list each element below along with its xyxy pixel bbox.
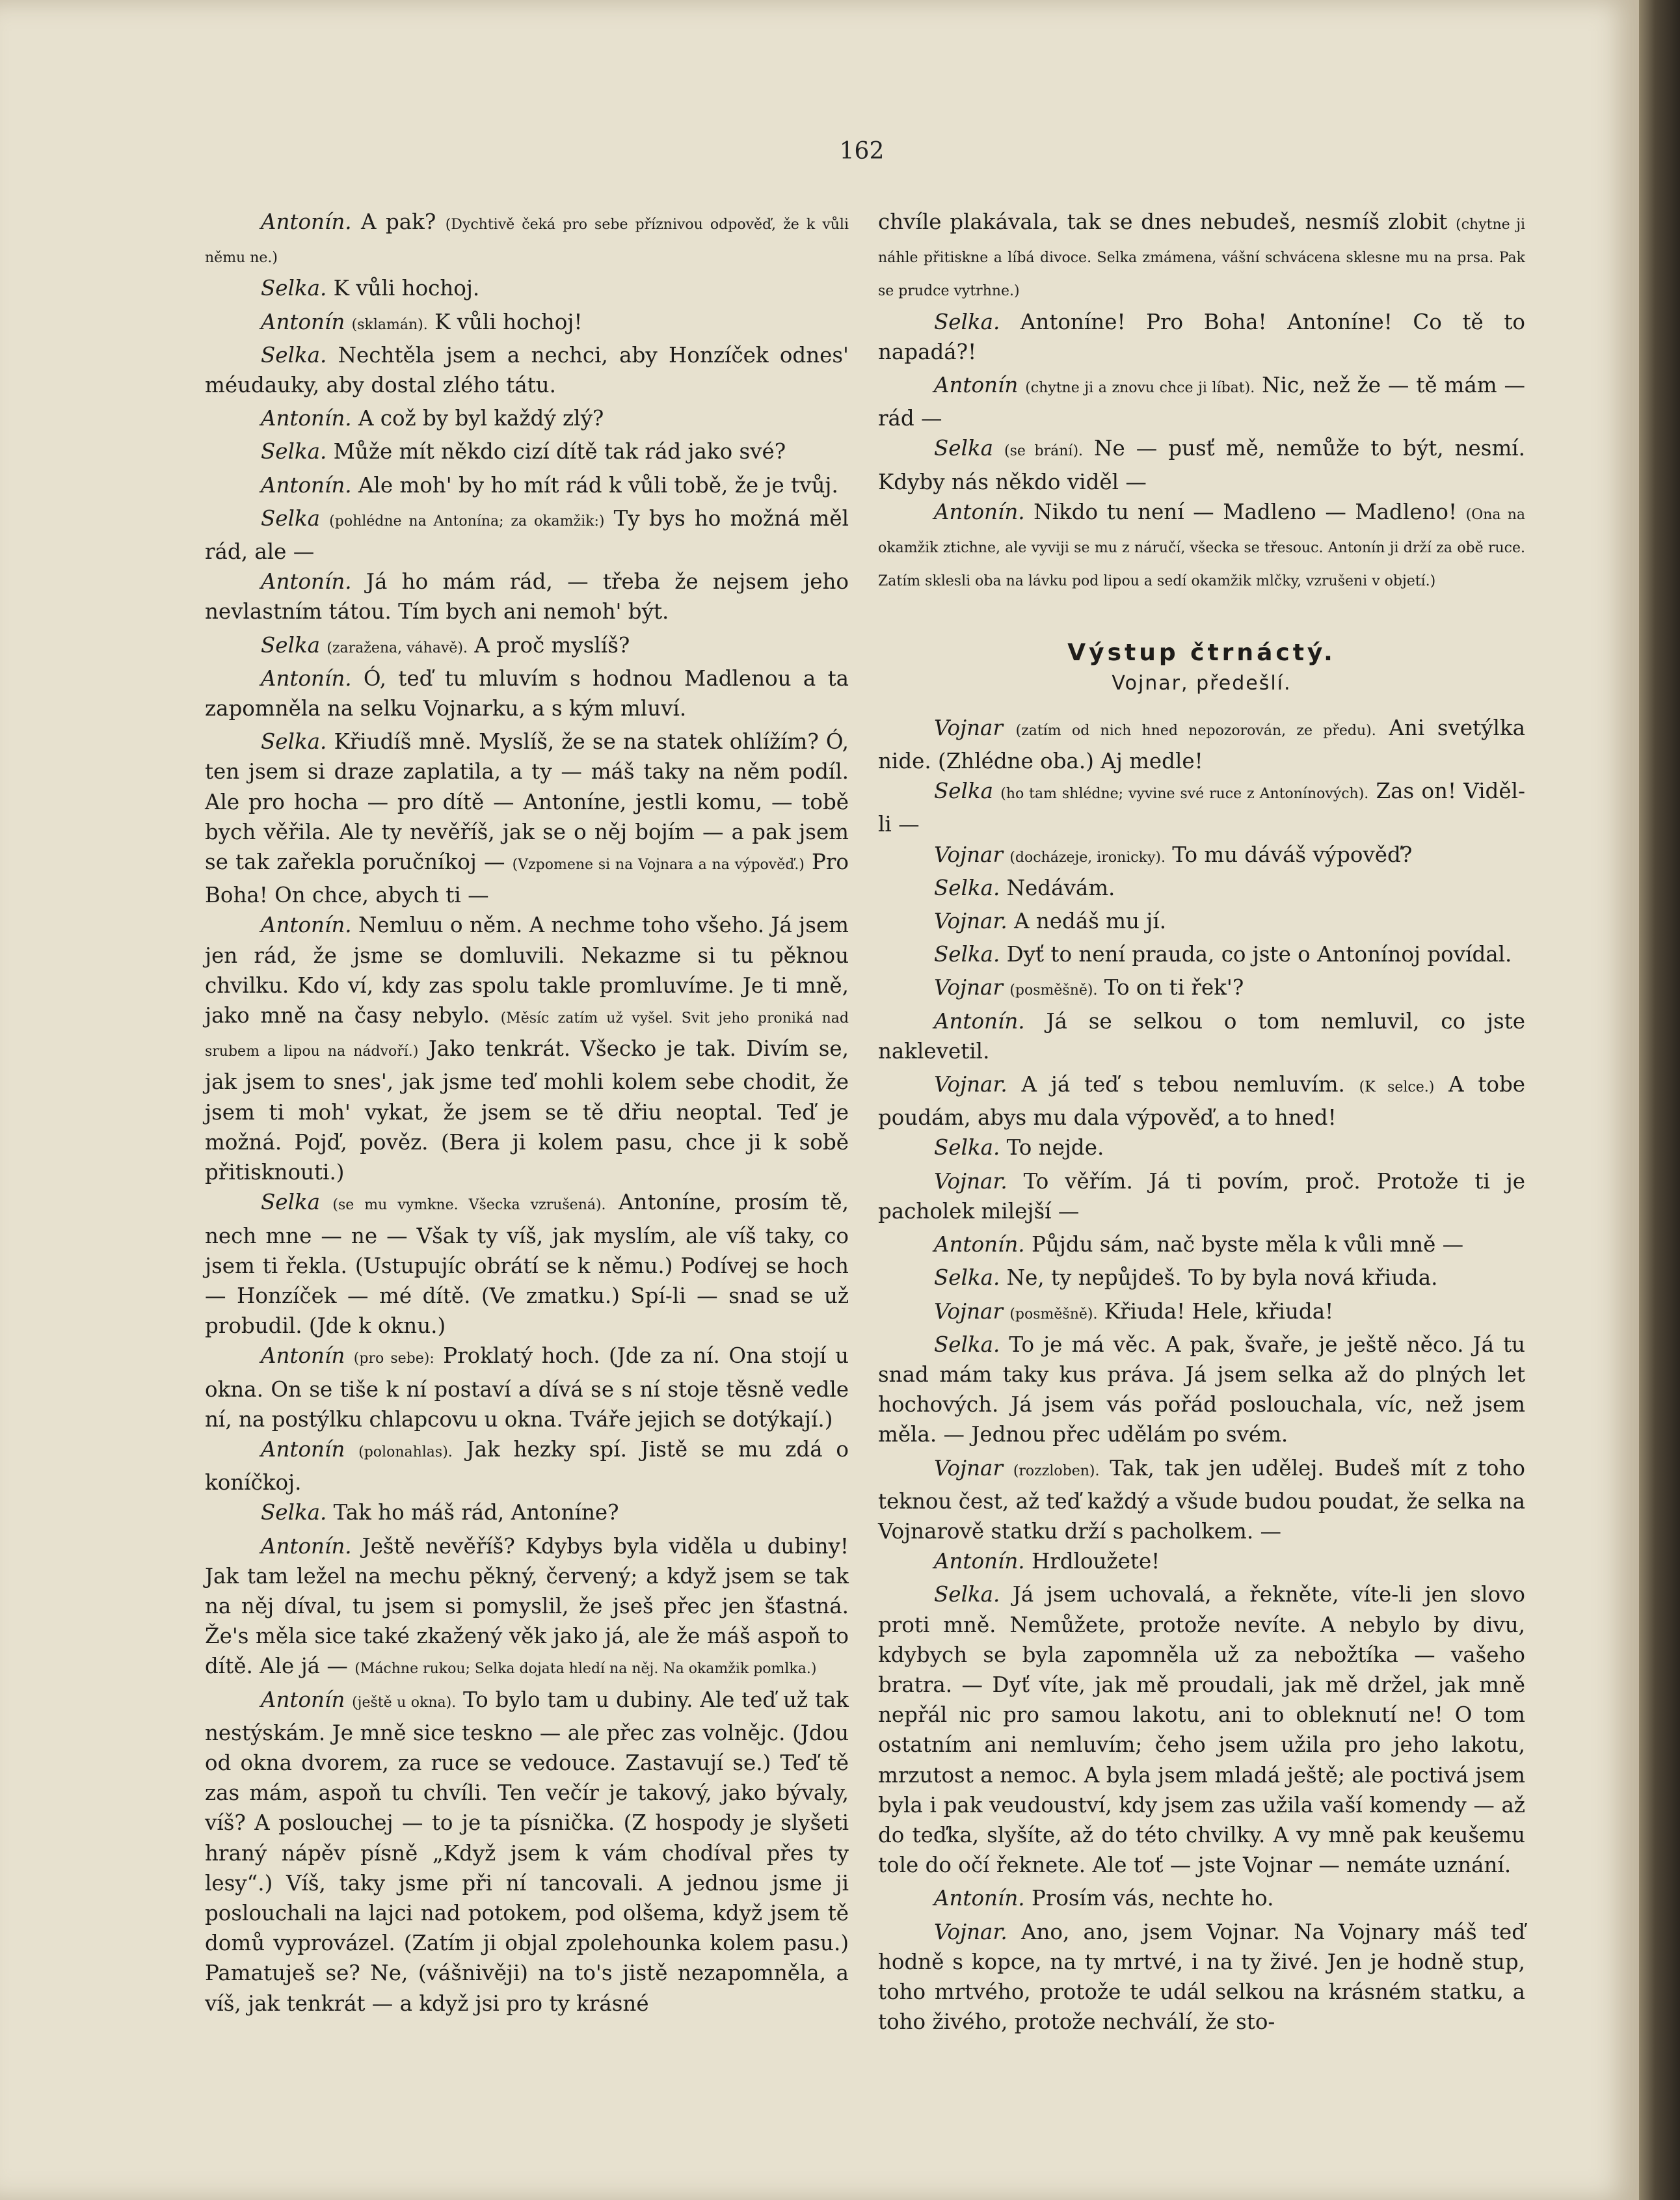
dialogue-paragraph (205, 664, 849, 727)
dialogue-paragraph (205, 1685, 849, 2019)
stage-direction: (pohlédne na Antonína; za okamžik:) (329, 513, 605, 530)
speech-text: K vůli hochoj! (427, 309, 583, 334)
speech-text: A což by byl každý zlý? (351, 406, 604, 431)
dialogue-paragraph (878, 776, 1525, 839)
speech-text (320, 633, 327, 658)
speech-text (345, 1687, 352, 1712)
speech-text: Jako tenkrát. Všecko je tak. Divím se, jak jsem to snes', jak jsme teď mohli kolem sebe chodit, že jsem ti moh' vykat, že jsem se tě dřiu neoptal. Teď je možná. Pojď, pověz. (Bera ji kolem pasu, chce ji k sobě přitisknouti.) (205, 1036, 849, 1185)
dialogue-paragraph (205, 470, 849, 503)
speaker-name: Selka. (934, 942, 1000, 967)
dialogue-paragraph (878, 1883, 1525, 1916)
speaker-name: Antonín. (934, 1886, 1025, 1911)
speech-text: A proč myslíš? (467, 632, 630, 658)
speaker-name: Vojnar (934, 1455, 1003, 1481)
dialogue-paragraph (878, 1263, 1525, 1296)
dialogue-paragraph (205, 340, 849, 403)
dialogue-paragraph (205, 503, 849, 567)
speaker-name: Selka. (261, 276, 327, 301)
speech-text (1018, 373, 1025, 397)
scene-subtitle: Vojnar, předešlí. (1112, 671, 1292, 695)
speaker-name: Antonín. (261, 1533, 352, 1559)
speaker-name: Vojnar (934, 842, 1003, 867)
speaker-name: Selka (261, 505, 320, 531)
speech-text: Dyť to není prauda, co jste o Antonínoj povídal. (1000, 942, 1512, 967)
speaker-name: Selka. (934, 1265, 1000, 1291)
speaker-name: Antonín. (934, 1008, 1025, 1034)
speech-text (345, 1437, 358, 1462)
dialogue-paragraph (205, 1434, 849, 1497)
speaker-name: Selka. (934, 1332, 1000, 1357)
speaker-name: Vojnar. (934, 1919, 1007, 1944)
stage-direction: (pro sebe): (353, 1350, 434, 1367)
speech-text: chvíle plakávala, tak se dnes nebudeš, nesmíš zlobit (878, 209, 1456, 234)
speech-text: Nic, než že — tě mám — rád — (878, 373, 1525, 431)
dialogue-paragraph (878, 433, 1525, 496)
speaker-name: Vojnar. (934, 909, 1007, 934)
dialogue-paragraph (878, 1453, 1525, 1547)
speech-text: Ještě nevěříš? Kdybys byla viděla u dubiny! Jak tam ležel na mechu pěkný, červený; a když jsem se tak na něj díval, tu jsem si pomyslil, že jseš přec jen šťastná. Že's měla sice také zkažený věk jako já, ale že máš aspoň to dítě. Ale já — (205, 1533, 849, 1679)
stage-direction: (Měsíc zatím už vyšel. Svit jeho proniká nad srubem a lipou na nádvoří.) (205, 1010, 849, 1060)
speech-text: To on ti řek'? (1097, 975, 1244, 1000)
speaker-name: Antonín (261, 1687, 345, 1712)
speaker-name: Antonín (261, 1343, 345, 1369)
speaker-name: Selka. (261, 439, 327, 464)
dialogue-paragraph (878, 1006, 1525, 1069)
dialogue-paragraph (205, 307, 849, 340)
speech-text: Nedávám. (1000, 875, 1115, 900)
dialogue-paragraph (878, 939, 1525, 973)
stage-direction: (se mu vymkne. Všecka vzrušená). (332, 1197, 606, 1214)
dialogue-paragraph (205, 207, 849, 273)
dialogue-paragraph (205, 273, 849, 306)
speaker-name: Vojnar (934, 1298, 1003, 1324)
speech-text (1003, 842, 1009, 867)
dialogue-paragraph (878, 1546, 1525, 1579)
dialogue-paragraph (205, 727, 849, 910)
right-column (878, 207, 1525, 2040)
speech-text: Ano, ano, jsem Vojnar. Na Vojnary máš teď hodně s kopce, na ty mrtvé, i na ty živé. Jen je hodně stup, toho mrtvého, protože te udál selkou na krásném statku, a toho živého, protože nechválí, že sto- (878, 1919, 1525, 2035)
speech-text (1003, 716, 1016, 740)
dialogue-paragraph (878, 370, 1525, 433)
dialogue-paragraph (878, 906, 1525, 939)
speaker-name: Selka. (934, 875, 1000, 900)
speaker-name: Antonín. (934, 1549, 1025, 1574)
speech-text: Ty bys ho možná měl rád, ale — (205, 505, 849, 565)
speech-text: Křiudíš mně. Myslíš, že se na statek ohlížím? Ó, ten jsem si draze zaplatila, a ty — máš taky na něm podíl. Ale pro hocha — pro dítě — Antoníne, jestli komu, — tobě bych věřila. Ale ty nevěříš, jak se o něj bojím — a pak jsem se tak zařekla poručníkoj — (205, 729, 849, 875)
left-column (205, 207, 849, 2019)
speech-text: Jak hezky spí. Jistě se mu zdá o koníčkoj. (205, 1436, 849, 1496)
dialogue-paragraph (878, 1917, 1525, 2041)
speaker-name: Selka (261, 1190, 320, 1215)
speech-text: To bylo tam u dubiny. Ale teď už tak nestýskám. Je mně sice teskno — ale přec zas volnějc. (Jdou od okna dvorem, za ruce se vedouce. Zastavují se.) Teď tě zas mám, aspoň tu chvíli. Ten večír je takový, jako bývaly, víš? A poslouchej — to je ta písnička. (Z hospody je slyšeti hraný nápěv písně „Když jsem k vám chodíval přes ty lesy“.) Víš, taky jsme při ní tancovali. A jednou jsme ji poslouchali na lajci nad potokem, pod olšema, když jsem tě domů vyprovázel. (Zatím ji objal zpolehounka kolem pasu.) Pamatuješ se? Ne, (vášnivěji) na to's jistě nezapomněla, a víš, jak tenkrát — a když jsi pro ty krásné (205, 1687, 849, 2016)
speaker-name: Vojnar. (934, 1072, 1007, 1097)
speech-text: Zas on! Viděl-li — (878, 779, 1525, 837)
speech-text: Může mít někdo cizí dítě tak rád jako své? (327, 439, 786, 464)
dialogue-paragraph (878, 713, 1525, 776)
speech-text: Ale moh' by ho mít rád k vůli tobě, že je tvůj. (351, 472, 838, 498)
dialogue-paragraph (878, 307, 1525, 370)
stage-direction: (posměšně). (1009, 1306, 1098, 1322)
speech-text: Proklatý hoch. (Jde za ní. Ona stojí u okna. On se tiše k ní postaví a dívá se s ní stoje těsně vedle ní, na postýlku chlapcovu u okna. Tváře jejich se dotýkají.) (205, 1343, 849, 1432)
dialogue-paragraph (878, 497, 1525, 597)
dialogue-paragraph (205, 1187, 849, 1341)
stage-direction: (K selce.) (1359, 1079, 1435, 1096)
speech-text: A nedáš mu jí. (1007, 909, 1167, 934)
speech-text: Tak, tak jen udělej. Budeš mít z toho teknou čest, až teď každý a všude budou poudat, že selka na Vojnarově statku drží s pacholkem. — (878, 1455, 1525, 1544)
speech-text: K vůli hochoj. (327, 276, 480, 301)
speech-text: Prosím vás, nechte ho. (1024, 1886, 1274, 1911)
dialogue-paragraph (205, 436, 849, 470)
speech-text: Ani svetýlka nide. (Zhlédne oba.) Aj medle! (878, 715, 1525, 774)
speech-text: A tobe poudám, abys mu dala výpověď, a to hned! (878, 1072, 1526, 1131)
speaker-name: Selka. (261, 342, 327, 368)
stage-direction: (zaražena, váhavě). (327, 639, 468, 656)
speech-text: To je má věc. A pak, švaře, je ještě něco. Já tu snad mám taky kus práva. Já jsem selka až do plných let hochových. Já jsem vás pořád poslouchala, víc, než jsem měla. — Jednou přec udělám po svém. (878, 1332, 1525, 1447)
dialogue-paragraph (878, 873, 1525, 906)
stage-direction: (docházeje, ironicky). (1009, 849, 1166, 866)
dialogue-paragraph (878, 1229, 1525, 1263)
speech-text: Antoníne! Pro Boha! Antoníne! Co tě to napadá?! (878, 309, 1525, 364)
dialogue-paragraph (878, 1579, 1525, 1883)
dialogue-paragraph (205, 910, 849, 1187)
scene-title: Výstup čtrnáctý. (1067, 639, 1336, 667)
dialogue-paragraph (205, 567, 849, 630)
speech-text (1003, 1456, 1013, 1481)
dialogue-paragraph (205, 403, 849, 436)
speaker-name: Antonín. (261, 406, 352, 431)
speaker-name: Antonín. (261, 209, 352, 234)
speaker-name: Antonín (261, 309, 345, 334)
speech-text: Půjdu sám, nač byste měla k vůli mně — (1024, 1232, 1464, 1257)
speech-text: Já ho mám rád, — třeba že nejsem jeho nevlastním tátou. Tím bych ani nemoh' být. (205, 569, 849, 624)
speaker-name: Vojnar. (934, 1168, 1007, 1194)
speech-text: A pak? (351, 209, 446, 234)
speech-text (1003, 1299, 1009, 1324)
stage-direction: (chytne ji a znovu chce ji líbat). (1025, 380, 1255, 397)
stage-direction: (Vzpomene si na Vojnara a na výpověď.) (512, 857, 805, 874)
page-number: 162 (839, 138, 885, 165)
speaker-name: Selka. (934, 1582, 1000, 1607)
speech-text: Antoníne, prosím tě, nech mne — ne — Však ty víš, jak myslím, ale víš taky, co jsem ti řekla. (Ustupujíc obrátí se k němu.) Podívej se hoch — Honzíček — mé dítě. (Ve zmatku.) Spí-li — snad se už probudil. (Jde k oknu.) (205, 1190, 849, 1339)
dialogue-paragraph (205, 1497, 849, 1531)
speech-text: To nejde. (1000, 1135, 1104, 1160)
speech-text (993, 436, 1004, 461)
speech-text: Já jsem uchovalá, a řekněte, víte-li jen slovo proti mně. Nemůžete, protože nevíte. A nebylo by divu, kdybych se byla zapomněla už za nebožtíka — vašeho bratra. — Dyť víte, jak mě proudali, jak mě držel, jak mně nepřál nic pro samou lakotu, ani to obleknutí ne! O tom ostatním ani nemluvím; čeho jsem užila pro jeho lakotu, mrzutost a nemoc. A byla jsem mladá ještě; ale poctivá jsem byla i pak veudouství, kdy jsem zas užila vaší komendy — až do teďka, slyšíte, až do této chvilky. A vy mně pak keušemu tole do očí řeknete. Ale toť — jste Vojnar — nemáte uznání. (878, 1582, 1525, 1878)
dialogue-paragraph (878, 973, 1525, 1006)
stage-direction: (Ona na okamžik ztichne, ale vyviji se mu z náručí, všecka se třesouc. Antonín ji drží za obě ruce. Zatím sklesli oba na lávku pod lipou a sedí okamžik mlčky, vzrušeni v objetí.) (878, 506, 1525, 590)
speech-text (320, 506, 329, 531)
speaker-name: Antonín. (261, 472, 352, 498)
stage-direction: (ještě u okna). (352, 1694, 457, 1711)
speech-text: Křiuda! Hele, křiuda! (1097, 1298, 1334, 1324)
speech-text (345, 310, 351, 334)
dialogue-paragraph (205, 1531, 849, 1685)
book-spine-edge (1639, 0, 1680, 2200)
dialogue-paragraph (205, 1341, 849, 1434)
speech-text: A já teď s tebou nemluvím. (1007, 1072, 1359, 1097)
speaker-name: Selka (934, 779, 993, 804)
speaker-name: Antonín. (261, 665, 352, 691)
speaker-name: Selka (934, 436, 993, 461)
speaker-name: Selka. (934, 1135, 1000, 1160)
speech-text: Tak ho máš rád, Antoníne? (327, 1500, 619, 1525)
speech-text (345, 1343, 353, 1368)
speech-text: Nemluu o něm. A nechme toho všeho. Já jsem jen rád, že jsme se domluvili. Nekazme si tu pěknou chvilku. Kdo ví, kdy zas spolu takle promluvíme. Je ti mně, jako mně na časy nebylo. (205, 913, 849, 1028)
dialogue-paragraph (878, 1166, 1525, 1229)
speaker-name: Selka. (261, 1500, 327, 1525)
speaker-name: Vojnar (934, 715, 1003, 740)
speech-text (320, 1190, 332, 1214)
dialogue-paragraph (878, 207, 1525, 307)
speaker-name: Antonín. (261, 569, 352, 595)
speech-text: Ne, ty nepůjdeš. To by byla nová křiuda. (1000, 1265, 1438, 1291)
speaker-name: Selka. (261, 729, 327, 755)
speaker-name: Selka. (934, 309, 1000, 334)
speech-text: Pro Boha! On chce, abych ti — (205, 850, 849, 908)
dialogue-paragraph (878, 1069, 1525, 1133)
stage-direction: (posměšně). (1009, 982, 1098, 999)
speaker-name: Antonín. (934, 1232, 1025, 1257)
speech-text: To věřím. Já ti povím, proč. Protože ti je pacholek milejší — (878, 1168, 1525, 1224)
stage-direction: (zatím od nich hned nepozorován, ze předu). (1015, 722, 1376, 739)
stage-direction: (Dychtivě čeká pro sebe příznivou odpověď, že k vůli němu ne.) (205, 217, 849, 267)
speech-text: To mu dáváš výpověď? (1165, 842, 1413, 867)
speech-text (993, 779, 1000, 803)
speaker-name: Antonín (934, 373, 1019, 398)
stage-direction: (polonahlas). (358, 1443, 453, 1460)
speech-text (1003, 975, 1009, 1000)
speaker-name: Antonín (261, 1436, 345, 1462)
dialogue-paragraph (878, 1330, 1525, 1453)
dialogue-paragraph (205, 630, 849, 664)
speech-text: Ó, teď tu mluvím s hodnou Madlenou a ta zapomněla na selku Vojnarku, a s kým mluví. (205, 665, 849, 721)
dialogue-paragraph (878, 1296, 1525, 1330)
speech-text: Hrdloužete! (1024, 1549, 1160, 1574)
speaker-name: Antonín. (934, 499, 1025, 524)
speech-text: Nechtěla jsem a nechci, aby Honzíček odnes' méudauky, aby dostal zlého tátu. (205, 342, 849, 398)
speech-text: Ne — pusť mě, nemůže to být, nesmí. Kdyby nás někdo viděl — (878, 436, 1525, 494)
dialogue-paragraph (878, 840, 1525, 873)
stage-direction: (sklamán). (351, 316, 428, 333)
stage-direction: (rozzloben). (1013, 1462, 1100, 1479)
speech-text: Já se selkou o tom nemluvil, co jste naklevetil. (878, 1008, 1525, 1064)
stage-direction: (se brání). (1004, 443, 1084, 460)
speaker-name: Selka (261, 632, 320, 658)
stage-direction: (ho tam shlédne; vyvine své ruce z Antonínových). (1000, 786, 1369, 803)
stage-direction: (chytne ji náhle přitiskne a líbá divoce. Selka zmámena, vášní schvácena sklesne mu na prsa. Pak se prudce vytrhne.) (878, 217, 1525, 300)
speaker-name: Vojnar (934, 975, 1003, 1000)
speech-text: Nikdo tu není — Madleno — Madleno! (1024, 499, 1466, 524)
stage-direction: (Máchne rukou; Selka dojata hledí na něj. Na okamžik pomlka.) (354, 1661, 817, 1678)
dialogue-paragraph (878, 1133, 1525, 1166)
speaker-name: Antonín. (261, 913, 352, 938)
